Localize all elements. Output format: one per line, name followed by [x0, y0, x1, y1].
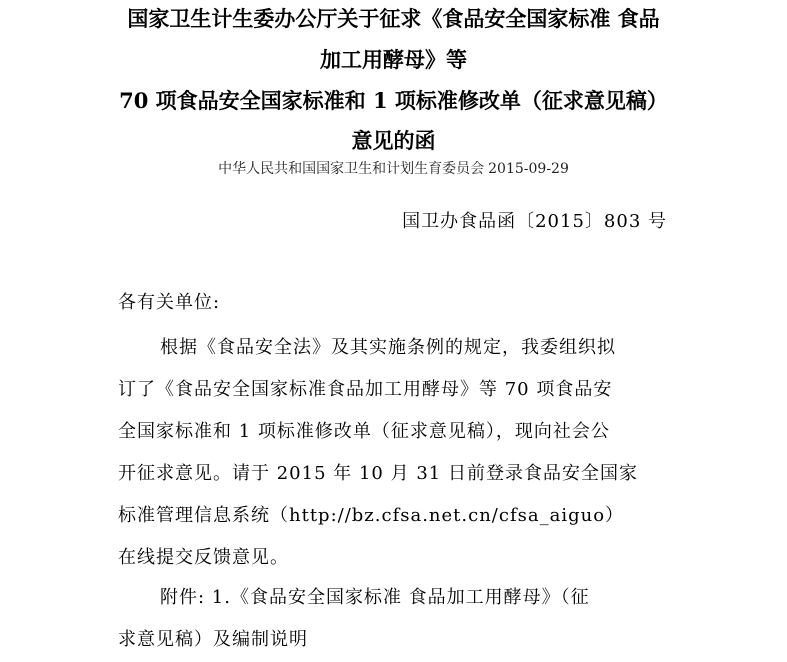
body-line-2: 订了《食品安全国家标准食品加工用酵母》等 70 项食品安: [118, 379, 613, 400]
body-line-1: 根据《食品安全法》及其实施条例的规定，我委组织拟: [160, 337, 616, 358]
issuing-authority: 中华人民共和国国家卫生和计划生育委员会: [218, 161, 485, 177]
body-line-4: 开征求意见。请于 2015 年 10 月 31 日前登录食品安全国家: [118, 463, 638, 484]
attachment-line-1: 附件: 1.《食品安全国家标准 食品加工用酵母》（征: [160, 587, 590, 608]
body-line-5: 标准管理信息系统（http://bz.cfsa.net.cn/cfsa_aiguo）: [118, 505, 625, 526]
source-and-date: [0, 159, 787, 179]
publish-date: 2015-09-29: [488, 161, 569, 177]
document-number: 国卫办食品函〔2015〕803 号: [402, 211, 667, 232]
body-line-6: 在线提交反馈意见。: [118, 547, 289, 568]
document-title-line-2: 加工用酵母》等: [320, 47, 467, 72]
greeting: 各有关单位:: [118, 292, 221, 313]
document-title-line-1: 国家卫生计生委办公厅关于征求《食品安全国家标准 食品: [127, 6, 660, 31]
document-title-line-4: 意见的函: [351, 128, 436, 153]
document-title-line-3: 70 项食品安全国家标准和 1 项标准修改单（征求意见稿）: [119, 88, 668, 113]
attachment-line-2: 求意见稿）及编制说明: [118, 629, 308, 650]
body-line-3: 全国家标准和 1 项标准修改单（征求意见稿），现向社会公: [118, 421, 610, 442]
